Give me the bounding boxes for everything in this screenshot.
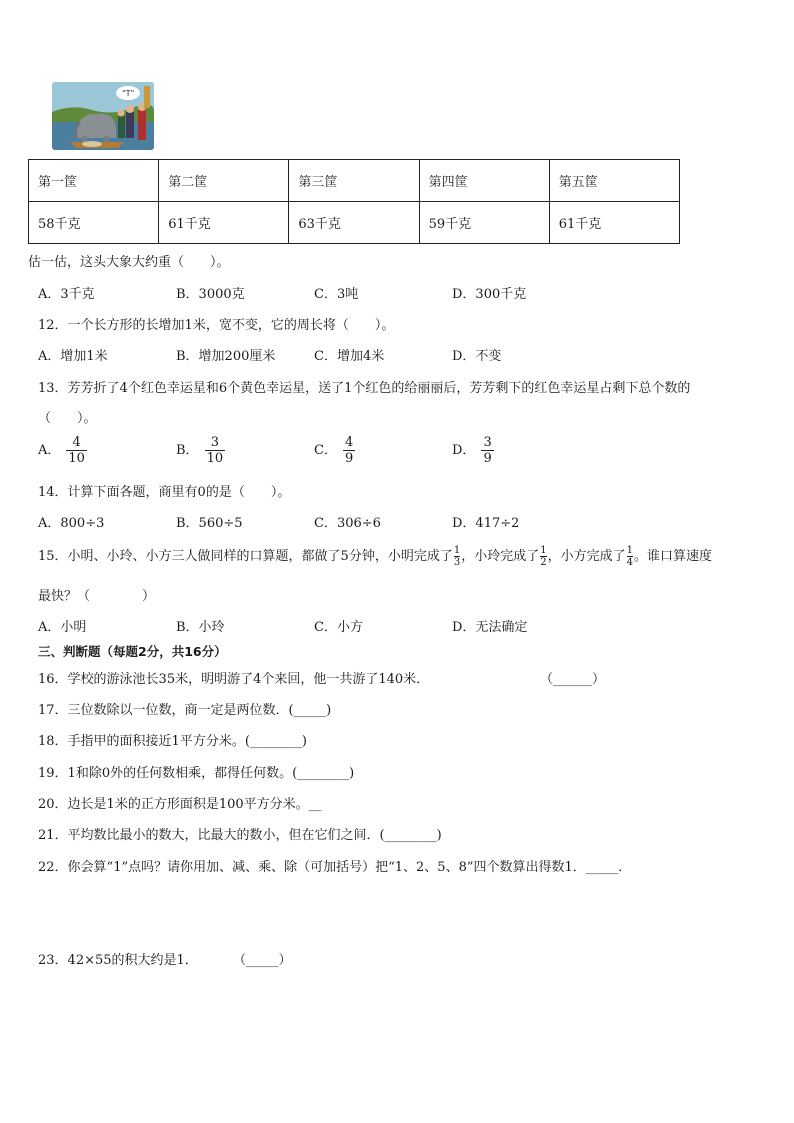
q13-option-c[interactable]	[314, 435, 355, 466]
fraction: $\frac{4}{9}$	[344, 435, 354, 466]
option-label: C．	[314, 443, 337, 458]
table-cell: 第五筐	[549, 160, 679, 202]
q23-answer-blank[interactable]: （_____）	[233, 953, 292, 968]
fraction: $\frac{3}{10}$	[206, 435, 224, 466]
q15-stem-line2: 最快？（ ）	[38, 589, 156, 604]
q12-option-c[interactable]: C．增加4米	[314, 349, 385, 364]
q23-stem: 23．42×55的积大约是1．	[38, 953, 198, 968]
q13-option-a[interactable]	[38, 435, 87, 466]
q13-stem-line1: 13．芳芳折了4个红色幸运星和6个黄色幸运星，送了1个红色的给丽丽后，芳芳剩下的红色幸运星占剩下总个数的	[38, 381, 691, 396]
table-cell: 58千克	[29, 202, 159, 244]
table-cell: 第二筐	[159, 160, 289, 202]
q13-option-d[interactable]	[452, 435, 494, 466]
q13-stem-line2: （ ）。	[38, 411, 97, 426]
q15-option-a[interactable]: A．小明	[38, 620, 87, 635]
svg-text:"T": "T"	[122, 89, 135, 98]
q14-stem: 14．计算下面各题，商里有0的是（ ）。	[38, 485, 291, 500]
q11-option-b[interactable]: B．3000克	[176, 287, 245, 302]
q12-option-a[interactable]: A．增加1米	[38, 349, 108, 364]
q12-option-d[interactable]: D．不变	[452, 349, 502, 364]
q14-option-d[interactable]: D．417÷2	[452, 516, 520, 531]
q11-stem: 估一估，这头大象大约重（ ）。	[28, 255, 230, 270]
option-label: A．	[38, 443, 61, 458]
table-cell: 61千克	[549, 202, 679, 244]
table-cell: 61千克	[159, 202, 289, 244]
q15-option-b[interactable]: B．小玲	[176, 620, 225, 635]
table-row	[29, 202, 680, 244]
fraction: $\frac{3}{9}$	[483, 435, 492, 466]
q19-stem: 19．1和除0外的任何数相乘，都得任何数。(________)	[38, 766, 355, 781]
q18-stem: 18．手指甲的面积接近1平方分米。(________)	[38, 734, 307, 749]
q14-option-c[interactable]: C．306÷6	[314, 516, 381, 531]
table-cell: 第三筐	[289, 160, 419, 202]
q15-option-d[interactable]: D．无法确定	[452, 620, 528, 635]
q11-option-a[interactable]: A．3千克	[38, 287, 95, 302]
q15-option-c[interactable]: C．小方	[314, 620, 363, 635]
q14-option-b[interactable]: B．560÷5	[176, 516, 243, 531]
q22-stem: 22．你会算“1”点吗？请你用加、减、乘、除（可加括号）把“1、2、5、8”四个数算出得数1．_____．	[38, 860, 632, 875]
q12-stem: 12．一个长方形的长增加1米，宽不变，它的周长将（ ）。	[38, 318, 395, 333]
q11-option-c[interactable]: C．3吨	[314, 287, 359, 302]
q16-answer-blank[interactable]: （______）	[540, 672, 606, 687]
q20-stem: 20．边长是1米的正方形面积是100平方分米。__	[38, 797, 322, 812]
table-cell: 第四筐	[419, 160, 549, 202]
q16-stem: 16．学校的游泳池长35米，明明游了4个来回，他一共游了140米．	[38, 672, 430, 687]
table-cell: 59千克	[419, 202, 549, 244]
section-heading: 三、判断题（每题2分，共16分）	[38, 644, 227, 659]
fraction: $\frac{4}{10}$	[68, 435, 85, 466]
weight-table	[28, 159, 680, 244]
q14-option-a[interactable]: A．800÷3	[38, 516, 105, 531]
q12-option-b[interactable]: B．增加200厘米	[176, 349, 276, 364]
table-header-row	[29, 160, 680, 202]
option-label: B．	[176, 443, 199, 458]
option-label: D．	[452, 443, 476, 458]
table-cell: 63千克	[289, 202, 419, 244]
q13-option-b[interactable]	[176, 435, 225, 466]
fraction: $\frac{1}{4}$	[626, 545, 633, 568]
fraction: $\frac{1}{2}$	[540, 545, 547, 568]
q11-option-d[interactable]: D．300千克	[452, 287, 527, 302]
table-cell: 第一筐	[29, 160, 159, 202]
q17-stem: 17．三位数除以一位数，商一定是两位数．(_____)	[38, 703, 332, 718]
fraction: $\frac{1}{3}$	[453, 545, 461, 568]
elephant-weighing-illustration	[52, 82, 154, 150]
q15-stem-line1: 15．小明、小玲、小方三人做同样的口算题，都做了5分钟，小明完成了 $\frac{1}{3}$ ，小玲完成了 $\frac{1}{2}$ ，小方完成了 $\frac{1}{4}$ 。谁口算速度	[38, 545, 712, 568]
q21-stem: 21．平均数比最小的数大，比最大的数小，但在它们之间．(________)	[38, 828, 442, 843]
